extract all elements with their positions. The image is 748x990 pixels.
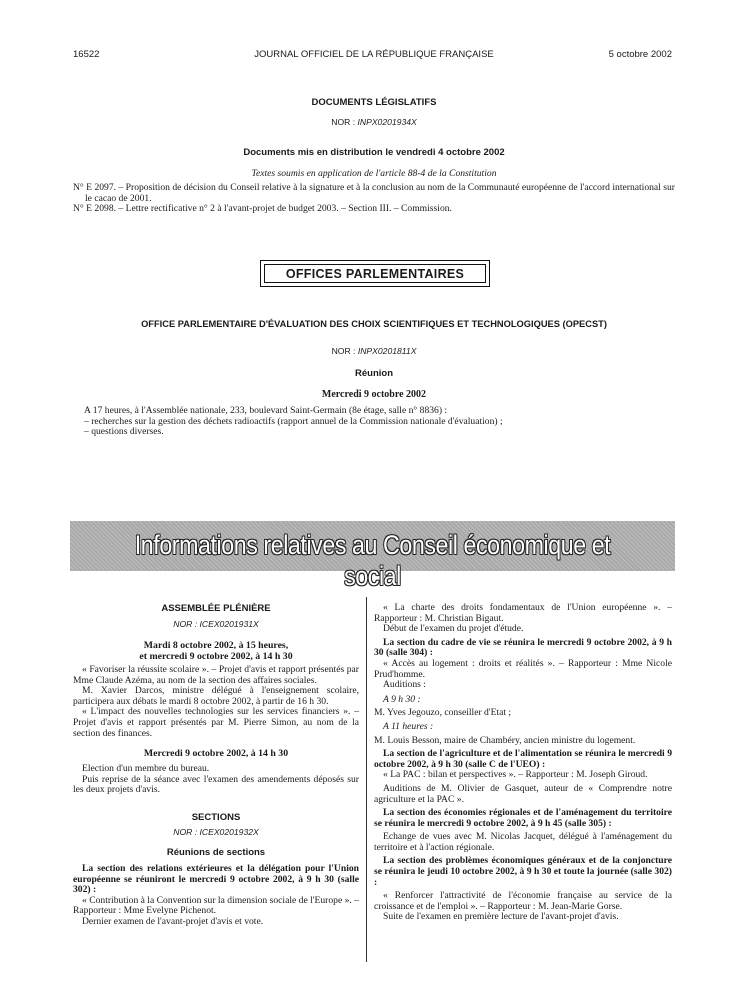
office-title: OFFICE PARLEMENTAIRE D'ÉVALUATION DES CHOIX SCIENTIFIQUES ET TECHNOLOGIQUES (OPECST) [141,319,607,329]
right-para: Suite de l'examen en première lecture de l'avant-projet d'avis. [383,911,619,923]
left-column [73,603,359,928]
assembly-para: « Favoriser la réussite scolaire ». – Projet d'avis et rapport présentés par Mme Claude Azéma, au nom de la section des affaires sociales. [73,664,359,686]
right-para: La section des problèmes économiques généraux et de la conjoncture se réunira le jeudi 10 octobre 2002, à 9 h 30 et toute la journée (salle 302) : [374,855,672,888]
assembly-nor: NOR : ICEX0201931X [173,619,259,629]
right-para: « La charte des droits fondamentaux de l'Union européenne ». – Rapporteur : M. Christian Bigaut. [374,602,672,624]
right-para: M. Yves Jegouzo, conseiller d'Etat ; [374,707,512,719]
offices-box [260,260,490,287]
assembly-title: ASSEMBLÉE PLÉNIÈRE [161,603,271,614]
right-para: M. Louis Besson, maire de Chambéry, ancien ministre du logement. [374,734,636,746]
assembly-para: M. Xavier Darcos, ministre délégué à l'enseignement scolaire, participera aux débats le mardi 8 octobre 2002, à partir de 16 h 30. [73,685,359,707]
nor-label: NOR : [331,346,356,356]
assembly-date-2: et mercredi 9 octobre 2002, à 14 h 30 [139,651,293,662]
documents-subtitle: Documents mis en distribution le vendredi 4 octobre 2002 [243,147,505,158]
right-para: La section de l'agriculture et de l'alimentation se réunira le mercredi 9 octobre 2002, à 9 h 30 (salle C de l'UEO) : [374,748,672,770]
right-para: Auditions de M. Olivier de Gasquet, auteur de « Comprendre notre agriculture et la PAC ». [374,782,672,805]
documents-list [73,183,675,215]
documents-note: Textes soumis en application de l'article 88-4 de la Constitution [251,168,497,179]
journal-title: JOURNAL OFFICIEL DE LA RÉPUBLIQUE FRANÇAISE [254,49,494,60]
offices-box-title: OFFICES PARLEMENTAIRES [264,264,486,283]
nor-code: INPX0201811X [357,346,417,356]
sections-para: La section des relations extérieures et la délégation pour l'Union européenne se réuniront le mercredi 9 octobre 2002, à 9 h 30 (salle 302) : [73,862,359,896]
reunions-title: Réunions de sections [166,846,266,858]
document-item: N° E 2098. – Lettre rectificative n° 2 à l'avant-projet de budget 2003. – Section III. – Commission. [73,203,452,215]
column-divider [366,597,367,962]
assembly-date-3: Mercredi 9 octobre 2002, à 14 h 30 [143,748,289,760]
reunion-line: – questions diverses. [84,426,164,438]
assembly-para: Election d'un membre du bureau. [82,763,210,775]
office-nor [0,346,748,356]
assembly-para: « L'impact des nouvelles technologies sur les services financiers ». – Projet d'avis et rapport présentés par M. Pierre Simon, au nom de la section des finances. [73,706,359,739]
assembly-date-1: Mardi 8 octobre 2002, à 15 heures, [143,640,289,651]
sections-para: Dernier examen de l'avant-projet d'avis et vote. [82,915,264,927]
right-para: « La PAC : bilan et perspectives ». – Rapporteur : M. Joseph Giroud. [383,769,648,781]
documents-title: DOCUMENTS LÉGISLATIFS [311,97,437,108]
right-para: A 9 h 30 : [383,693,421,705]
right-para: A 11 heures : [383,720,434,732]
right-para: Auditions : [383,679,426,691]
right-para: « Accès au logement : droits et réalités ». – Rapporteur : Mme Nicole Prud'homme. [374,657,672,680]
reunion-line: – recherches sur la gestion des déchets radioactifs (rapport annuel de la Commission nationale d'évaluation) ; [84,415,503,427]
right-para: « Renforcer l'attractivité de l'économie française au service de la croissance et de l'emploi ». – Rapporteur : M. Jean-Marie Gorse. [374,890,672,912]
sections-nor: NOR : ICEX0201932X [173,826,259,837]
right-para: Echange de vues avec M. Nicolas Jacquet, délégué à l'aménagement du territoire et à l'action régionale. [374,831,672,853]
right-para: La section des économies régionales et de l'aménagement du territoire se réunira le mercredi 9 octobre 2002, à 9 h 45 (salle 305) : [374,807,672,829]
nor-code: INPX0201934X [357,117,417,127]
page-number: 16522 [73,49,100,60]
sections-title: SECTIONS [191,811,241,823]
ces-banner [70,521,675,591]
sections-para: « Contribution à la Convention sur la dimension sociale de l'Europe ». – Rapporteur : Mme Evelyne Pichenot. [73,894,359,917]
reunion-details [84,406,674,438]
nor-label: NOR : [331,117,356,127]
ces-banner-text: Informations relatives au Conseil économique et social [134,530,611,591]
documents-nor [0,117,748,127]
right-para: Début de l'examen du projet d'étude. [383,623,524,635]
header-date: 5 octobre 2002 [608,49,672,60]
assembly-para: Puis reprise de la séance avec l'examen des amendements déposés sur les deux projets d'avis. [73,773,359,796]
reunion-date: Mercredi 9 octobre 2002 [321,389,427,400]
document-item: N° E 2097. – Proposition de décision du Conseil relative à la signature et à la conclusion au nom de la Communauté européenne de l'accord international sur le cacao de 2001. [73,182,675,204]
reunion-title: Réunion [355,368,393,379]
reunion-line: A 17 heures, à l'Assemblée nationale, 233, boulevard Saint-Germain (8e étage, salle n° 8836) : [84,405,448,416]
right-column [374,603,672,923]
right-para: La section du cadre de vie se réunira le mercredi 9 octobre 2002, à 9 h 30 (salle 304) : [374,636,672,659]
